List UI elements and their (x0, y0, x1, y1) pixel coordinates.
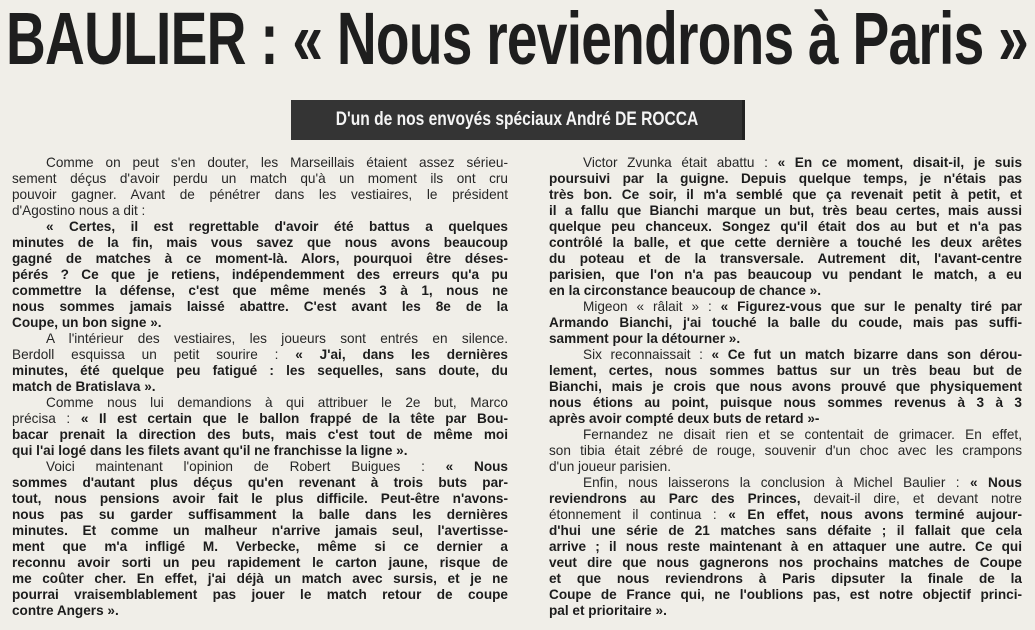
narrative-text: Victor Zvunka était abattu : (583, 155, 778, 170)
quote-text: « En ce moment, disait-il, je suis (777, 155, 1023, 170)
text-line (12, 395, 508, 411)
narrative-text: Enfin, nous laisserons la conclusion à Michel Baulier : (583, 475, 971, 490)
text-line (549, 363, 1022, 379)
quote-text: pourrai vraisemblablement pas jouer le match retour de coupe (12, 587, 508, 602)
article-paragraph (549, 427, 1022, 475)
quote-text: nous étions au point, puisque nous sommes revenus à 3 à 3 (549, 395, 1022, 410)
narrative-text: précisa : (12, 411, 81, 426)
narrative-text: d'un joueur parisien. (549, 459, 671, 474)
article-paragraph (12, 459, 508, 619)
narrative-text: Voici maintenant l'opinion de Robert Buigues : (46, 459, 446, 474)
quote-text: arrive ; il nous reste maintenant à en attaquer une autre. Ce qui (549, 539, 1022, 554)
text-line (12, 459, 508, 475)
narrative-text: Six reconnaissait : (583, 347, 712, 362)
text-line (549, 331, 1022, 347)
text-line (12, 379, 508, 395)
quote-text: veut dire que nous gagnerons nos prochains matches de Coupe (549, 555, 1022, 570)
text-line (549, 603, 1022, 619)
quote-text: d'hui une série de 21 matches sans défaite ; il fallait que cela (549, 523, 1022, 538)
headline-block (6, 0, 1030, 80)
quote-text: « Nous (970, 475, 1022, 490)
quote-text: poursuivi par la guigne. Depuis quelque temps, je n'étais pas (549, 171, 1022, 186)
text-line (12, 507, 508, 523)
quote-text: match de Bratislava ». (12, 379, 156, 394)
quote-text: pal et prioritaire ». (549, 603, 667, 618)
quote-text: reviendrons au Parc des Princes, (549, 491, 801, 506)
narrative-text: Berdoll esquissa un petit sourire : (12, 347, 296, 362)
quote-text: pérés ? Ce que je retiens, indépendemment des erreurs qu'a pu (12, 267, 508, 282)
narrative-text: d'Agostino nous a dit : (12, 203, 146, 218)
text-line (549, 235, 1022, 251)
text-line (549, 251, 1022, 267)
text-line (12, 427, 508, 443)
quote-text: minutes. Et comme un malheur n'arrive jamais seul, l'avertisse- (12, 523, 508, 538)
narrative-text: pouvoir gagner. Avant de pénétrer dans les vestiaires, le président (12, 187, 508, 202)
article-paragraph (12, 155, 508, 219)
text-line (549, 203, 1022, 219)
text-line (549, 347, 1022, 363)
narrative-text: Comme nous lui demandions à qui attribuer le 2e but, Marco (46, 395, 508, 410)
text-line (12, 363, 508, 379)
text-line (549, 523, 1022, 539)
text-line (549, 587, 1022, 603)
quote-text: nous pas su garder suffisamment la balle dans les dernières (12, 507, 508, 522)
text-line (549, 475, 1022, 491)
quote-text: « Figurez-vous que sur le penalty tiré par (720, 299, 1022, 314)
text-line (549, 555, 1022, 571)
quote-text: « Ce fut un match bizarre dans son dérou- (711, 347, 1022, 362)
quote-text: « En effet, nous avons terminé aujour- (728, 507, 1023, 522)
text-line (549, 491, 1022, 507)
quote-text: reconnu avoir sorti un peu rapidement le carton jaune, risque de (12, 555, 508, 570)
text-line (549, 171, 1022, 187)
text-line (549, 187, 1022, 203)
text-line (12, 443, 508, 459)
text-line (12, 315, 508, 331)
narrative-text: étonnement il continua : (549, 507, 729, 522)
text-line (549, 411, 1022, 427)
text-line (12, 523, 508, 539)
quote-text: minutes, été quelque peu fatigué : les sequelles, sans doute, du (12, 363, 508, 378)
narrative-text: Migeon « râlait » : (583, 299, 721, 314)
quote-text: du poteau et de la transversale. Autrement dit, l'avant-centre (549, 251, 1022, 266)
text-line (549, 315, 1022, 331)
text-line (549, 219, 1022, 235)
quote-text: « Nous (445, 459, 508, 474)
text-line (12, 155, 508, 171)
text-line (12, 251, 508, 267)
narrative-text: devait-il dire, et devant notre (800, 491, 1022, 506)
text-line (12, 491, 508, 507)
headline: BAULIER : « Nous reviendrons à Paris » (6, 0, 1028, 80)
text-line (12, 331, 508, 347)
quote-text: contrôlé la balle, et que cette dernière a touché les deux arêtes (549, 235, 1022, 250)
text-line (12, 555, 508, 571)
quote-text: lement, certes, nous sommes battus sur un très beau but de (549, 363, 1022, 378)
text-line (12, 603, 508, 619)
article-column-left (12, 155, 508, 619)
quote-text: parisien, que l'on n'a pas beaucoup vu pendant le match, a eu (549, 267, 1022, 282)
text-line (549, 571, 1022, 587)
quote-text: « J'ai, dans les dernières (295, 347, 508, 362)
text-line (549, 299, 1022, 315)
text-line (549, 507, 1022, 523)
article-paragraph (12, 331, 508, 395)
quote-text: bacar prenait la direction des buts, mais c'est tout de même moi (12, 427, 508, 442)
quote-text: nous sommes jamais laissé abattre. C'est avant les 8e de la (12, 299, 508, 314)
text-line (12, 203, 508, 219)
quote-text: il a fallu que Bianchi marque un but, très beau certes, mais aussi (549, 203, 1022, 218)
text-line (549, 459, 1022, 475)
article-paragraph (549, 299, 1022, 347)
quote-text: très bon. Ce soir, il m'a semblé que ça revenait petit à petit, et (549, 187, 1022, 202)
text-line (549, 443, 1022, 459)
text-line (549, 155, 1022, 171)
text-line (12, 171, 508, 187)
quote-text: sommes d'autant plus déçus qu'en revenant à trois buts par- (12, 475, 508, 490)
quote-text: Coupe, un bon signe ». (12, 315, 162, 330)
quote-text: ment que m'a infligé M. Verbecke, même si ce dernier a (12, 539, 508, 554)
text-line (549, 379, 1022, 395)
quote-text: Armando Bianchi, j'ai touché la balle du coude, mais pas suffi- (549, 315, 1022, 330)
article-paragraph (12, 219, 508, 331)
quote-text: « Il est certain que le ballon frappé de la tête par Bou- (80, 411, 508, 426)
quote-text: me coûter cher. En effet, j'ai déjà un match avec sursis, et je ne (12, 571, 508, 586)
article-paragraph (549, 475, 1022, 619)
quote-text: minutes de la fin, mais vous savez que nous avons beaucoup (12, 235, 508, 250)
text-line (12, 571, 508, 587)
quote-text: qui l'ai logé dans les filets avant qu'il ne franchisse la ligne ». (12, 443, 408, 458)
narrative-text: A l'intérieur des vestiaires, les joueurs sont entrés en silence. (46, 331, 508, 346)
text-line (12, 539, 508, 555)
narrative-text: Comme on peut s'en douter, les Marseillais étaient assez sérieu- (46, 155, 508, 170)
text-line (12, 235, 508, 251)
article-paragraph (549, 347, 1022, 427)
text-line (549, 395, 1022, 411)
quote-text: « Certes, il est regrettable d'avoir été battus a quelques (46, 219, 508, 234)
quote-text: quelque peu chanceux. Songez qu'il était dos au but et n'a pas (549, 219, 1022, 234)
quote-text: en la circonstance beaucoup de chance ». (549, 283, 821, 298)
text-line (12, 299, 508, 315)
narrative-text: sement déçus d'avoir perdu un match qu'à un moment ils ont cru (12, 171, 508, 186)
byline-text: D'un de nos envoyés spéciaux André DE ROCCA (335, 109, 698, 130)
text-line (12, 587, 508, 603)
quote-text: Coupe de France qui, ne l'oublions pas, est notre objectif princi- (549, 587, 1022, 602)
narrative-text: son tibia était zébré de rouge, souvenir d'un choc avec les crampons (549, 443, 1022, 458)
text-line (12, 187, 508, 203)
text-line (12, 219, 508, 235)
quote-text: commettre la défense, c'est que même menés 3 à 1, nous ne (12, 283, 508, 298)
quote-text: tout, nous pensions avoir fait le plus difficile. Peut-être n'avons- (12, 491, 508, 506)
text-line (12, 347, 508, 363)
text-line (549, 427, 1022, 443)
text-line (549, 283, 1022, 299)
text-line (549, 539, 1022, 555)
quote-text: contre Angers ». (12, 603, 119, 618)
narrative-text: Fernandez ne disait rien et se contentait de grimacer. En effet, (583, 427, 1022, 442)
text-line (12, 267, 508, 283)
text-line (12, 411, 508, 427)
text-line (549, 267, 1022, 283)
byline-banner (291, 100, 745, 140)
quote-text: Bianchi, mais je crois que nous avons prouvé que physiquement (549, 379, 1022, 394)
quote-text: gagné de matches à ce moment-là. Alors, pourquoi être déses- (12, 251, 508, 266)
article-paragraph (549, 155, 1022, 299)
text-line (12, 283, 508, 299)
quote-text: samment pour la détourner ». (549, 331, 741, 346)
article-paragraph (12, 395, 508, 459)
quote-text: et que nous reviendrons à Paris dipsuter la finale de la (549, 571, 1022, 586)
quote-text: après avoir compté deux buts de retard »- (549, 411, 820, 426)
text-line (12, 475, 508, 491)
article-column-right (549, 155, 1022, 619)
